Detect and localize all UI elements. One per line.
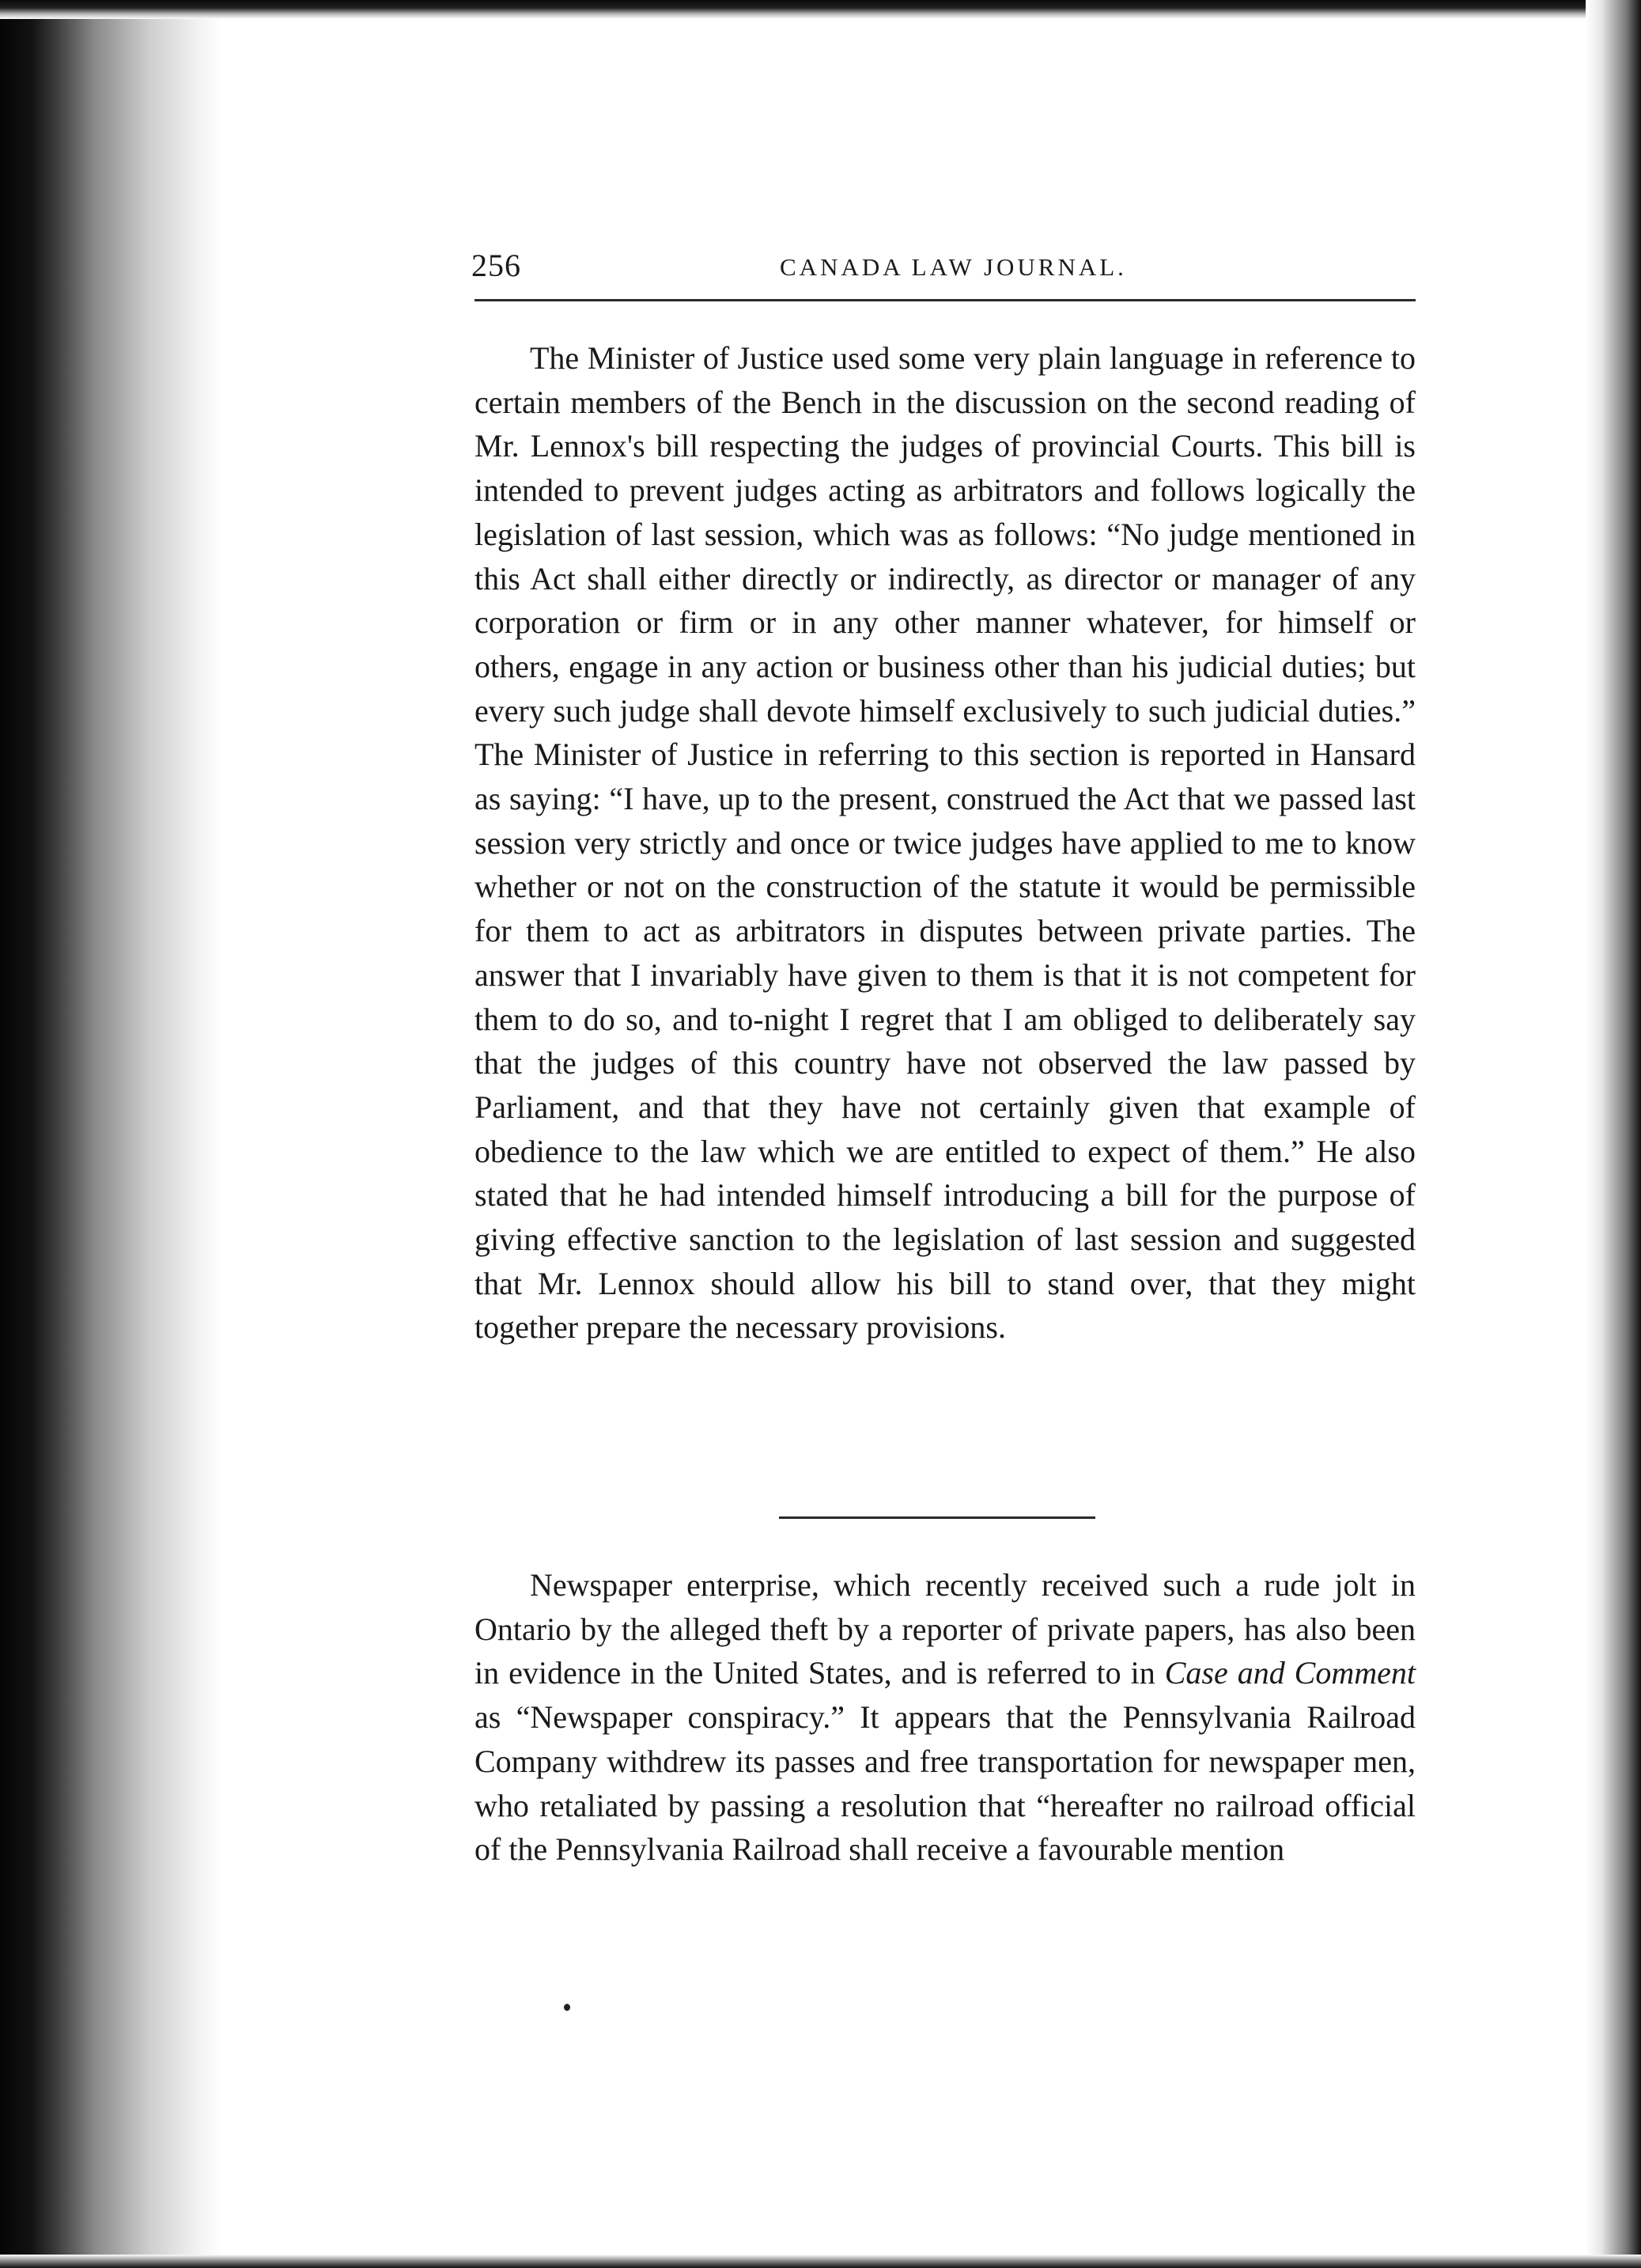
paragraph-minister-of-justice: The Minister of Justice used some very plain language in reference to certain members of the Bench in the discussion on the second reading of Mr. Lennox's bill respecting the judges of provincial Courts. This bill is intended to prevent judges acting as arbitrators and follows logically the legislation of last session, which was as follows: “No judge mentioned in this Act shall either directly or indirectly, as director or manager of any corporation or firm or in any other manner whatever, for himself or others, engage in any action or business other than his judicial duties; but every such judge shall devote himself exclusively to such judicial duties.” The Minister of Justice in referring to this section is reported in Hansard as saying: “I have, up to the present, construed the Act that we passed last session very strictly and once or twice judges have applied to me to know whether or not on the construction of the statute it would be permissible for them to act as arbitrators in disputes between private parties. The answer that I invariably have given to them is that it is not competent for them to do so, and to-night I regret that I am obliged to deliberately say that the judges of this country have not observed the law passed by Parliament, and that they have not certainly given that example of obedience to the law which we are entitled to expect of them.” He also stated that he had intended himself introducing a bill for the purpose of giving effective sanction to the legislation of last session and suggested that Mr. Lennox should allow his bill to stand over, that they might together prepare the necessary provisions.	[475, 340, 1416, 1346]
running-head	[471, 247, 1420, 286]
journal-title: CANADA LAW JOURNAL.	[780, 253, 1127, 281]
scan-speck	[564, 2004, 570, 2011]
header-rule	[475, 299, 1416, 301]
page-number: 256	[471, 248, 521, 283]
italic-source-title: Case and Comment	[1164, 1655, 1416, 1691]
paragraph-newspaper-enterprise	[475, 1563, 1416, 1872]
paragraph-text-before: Newspaper enterprise, which recently received such a rude jolt in Ontario by the alleged theft by a reporter of private papers, has also been in evidence in the United States, and is referred to in	[475, 1567, 1416, 1691]
section-divider	[779, 1516, 1095, 1519]
paragraph-text-after: as “Newspaper conspiracy.” It appears that the Pennsylvania Railroad Company withdrew its passes and free transportation for newspaper men, who retaliated by passing a resolution that “hereafter no railroad official of the Pennsylvania Railroad shall receive a favourable mention	[475, 1699, 1416, 1868]
